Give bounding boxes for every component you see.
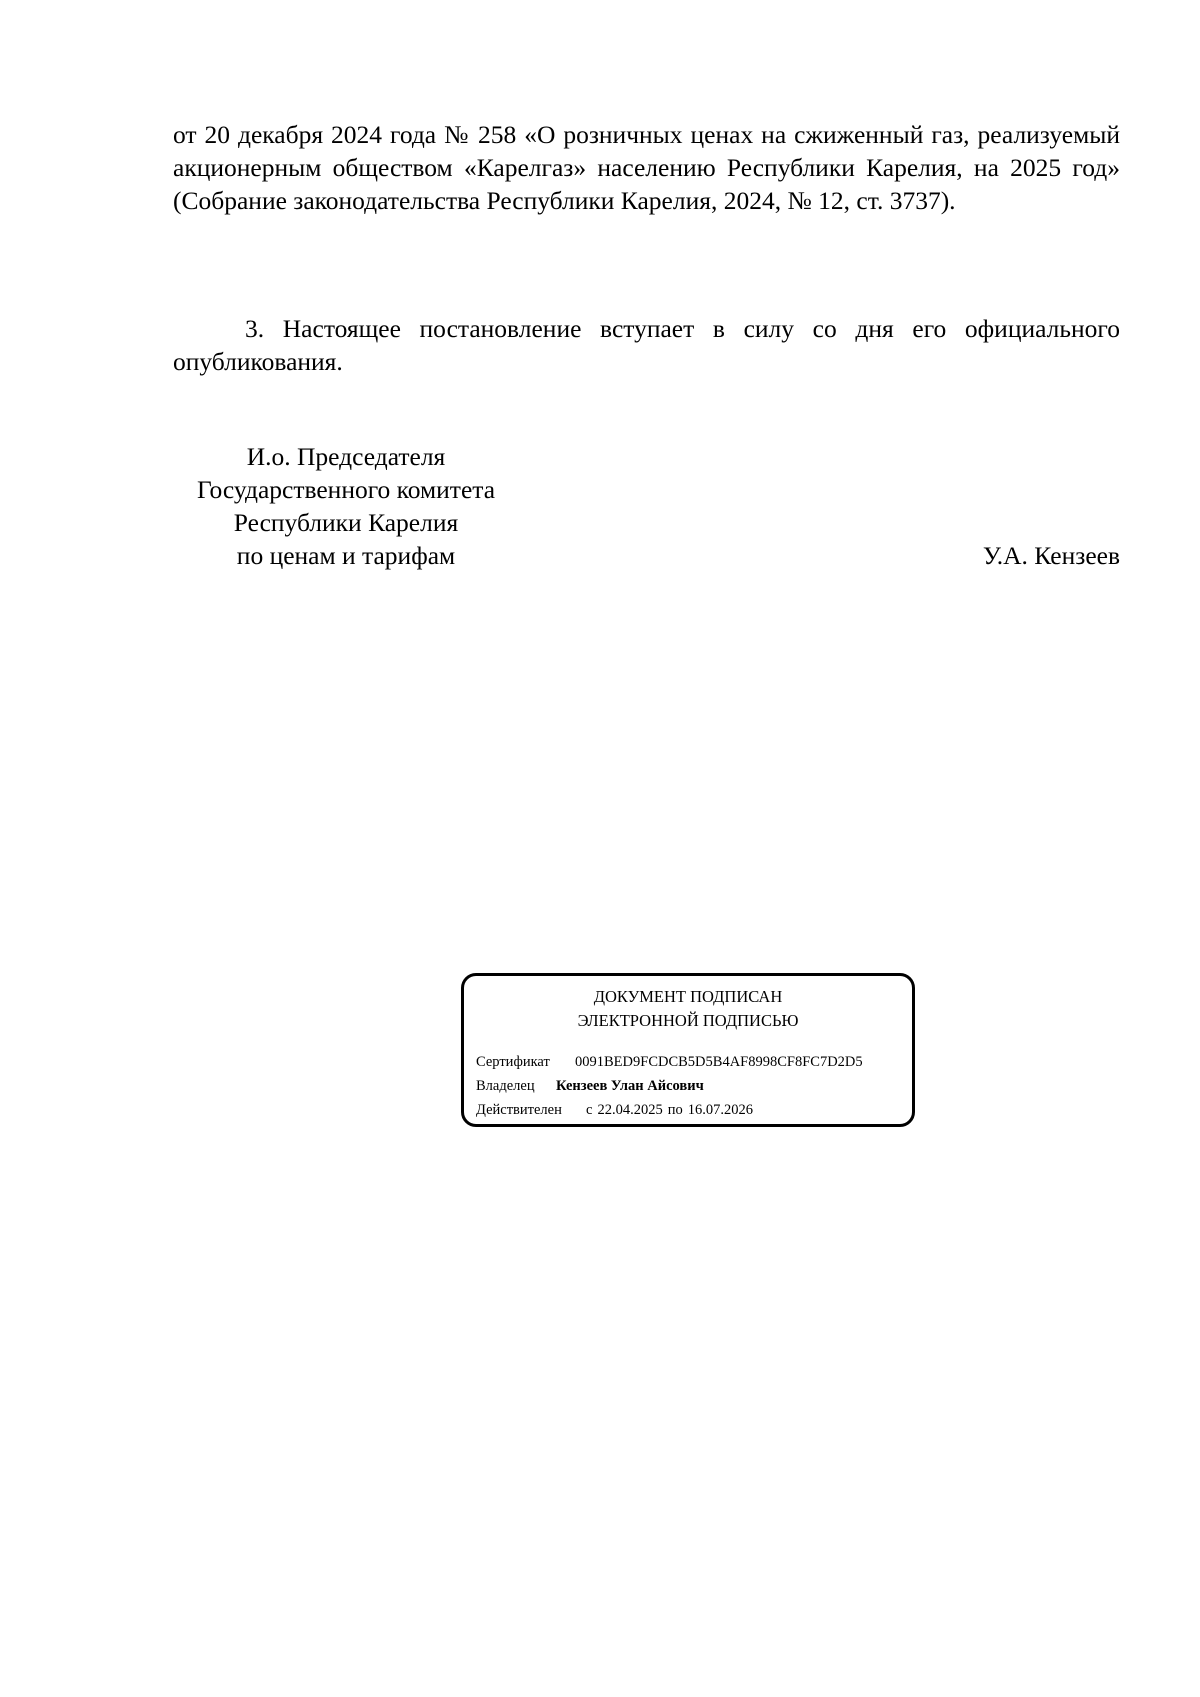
stamp-title-line: ЭЛЕКТРОННОЙ ПОДПИСЬЮ [577,1011,799,1030]
certificate-value: 0091BED9FCDCB5D5B4AF8998CF8FC7D2D5 [575,1054,863,1070]
valid-to-prefix: по [667,1102,683,1118]
validity-label: Действителен [476,1102,562,1118]
valid-from-prefix: с [586,1102,593,1118]
stamp-title [464,985,912,1033]
signer-position-line: Республики Карелия [233,508,459,537]
valid-to-date: 16.07.2026 [687,1102,753,1118]
stamp-title-line: ДОКУМЕНТ ПОДПИСАН [593,987,783,1006]
signer-position [173,440,519,572]
e-signature-stamp [461,973,915,1127]
stamp-validity-row [476,1100,753,1120]
stamp-owner-row [476,1076,704,1096]
certificate-label: Сертификат [476,1054,550,1070]
paragraph-reference: от 20 декабря 2024 года № 258 «О розничных ценах на сжиженный газ, реализуемый акционерным обществом «Карелгаз» населению Республики Карелия, на 2025 год» (Собрание законодательства Республики Карелия, 2024, № 12, ст. 3737). [173,120,1120,215]
valid-from-date: 22.04.2025 [597,1102,663,1118]
owner-value: Кензеев Улан Айсович [556,1078,704,1094]
signer-position-line: Государственного комитета [196,475,496,504]
owner-label: Владелец [476,1078,535,1094]
signer-position-line: И.о. Председателя [246,442,446,471]
paragraph-effective-date: 3. Настоящее постановление вступает в силу со дня его официального опубликования. [173,314,1120,376]
stamp-certificate-row [476,1052,863,1072]
signer-name: У.А. Кензеев [982,541,1120,570]
signer-position-line: по ценам и тарифам [236,541,456,570]
